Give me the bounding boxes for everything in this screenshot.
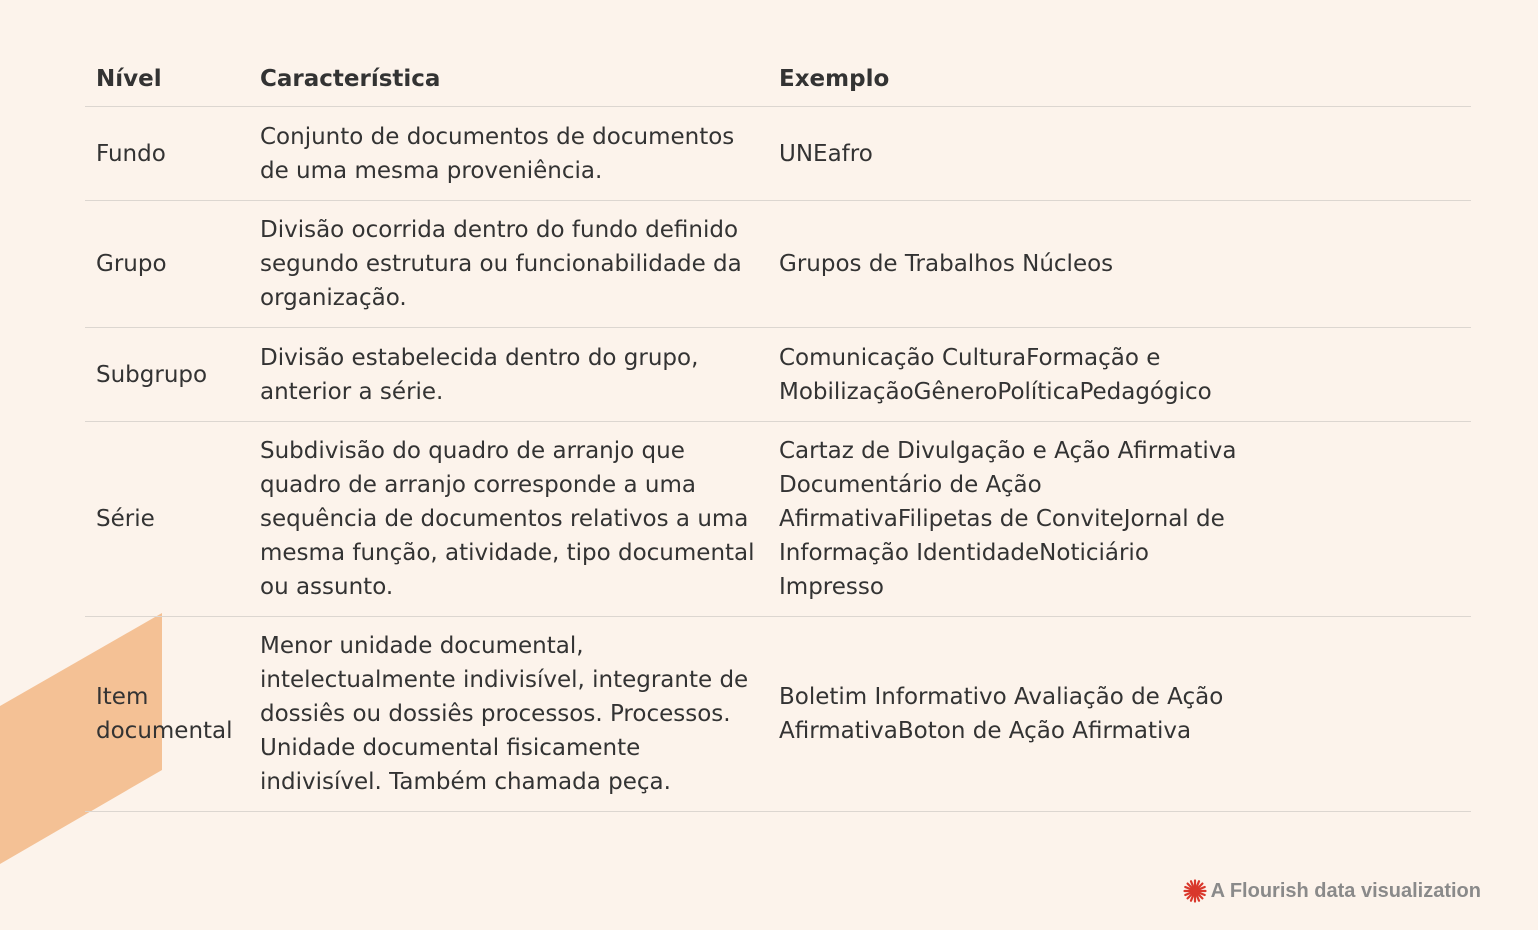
archive-levels-table [85,48,1471,812]
flourish-credit-link[interactable] [1183,879,1481,903]
table-row [85,201,1471,328]
cell-level: Item documental [96,684,233,744]
cell-example: Boletim Informativo Avaliação de Ação AfirmativaBoton de Ação Afirmativa [779,684,1224,744]
cell-example: UNEafro [779,140,873,167]
cell-example: Grupos de Trabalhos Núcleos [779,251,1114,277]
cell-level: Subgrupo [96,361,208,388]
table-row [85,617,1471,812]
cell-characteristic: Menor unidade documental, intelectualmente indivisível, integrante de dossiês ou dossiês processos. Processos. Unidade documental fisicamente indivisível. Também chamada peça. [260,633,749,795]
cell-characteristic: Conjunto de documentos de documentos de uma mesma proveniência. [260,123,735,184]
cell-example: Comunicação CulturaFormação e MobilizaçãoGêneroPolíticaPedagógico [779,344,1212,405]
cell-example: Cartaz de Divulgação e Ação Afirmativa Documentário de Ação AfirmativaFilipetas de ConviteJornal de Informação IdentidadeNoticiário Impresso [779,438,1237,600]
cell-characteristic: Subdivisão do quadro de arranjo que quadro de arranjo corresponde a uma sequência de documentos relativos a uma mesma função, atividade, tipo documental ou assunto. [260,438,755,600]
header-characteristic: Característica [260,66,441,92]
cell-characteristic: Divisão estabelecida dentro do grupo, anterior a série. [260,344,699,405]
cell-level: Fundo [96,140,166,167]
cell-characteristic: Divisão ocorrida dentro do fundo definido segundo estrutura ou funcionabilidade da organização. [260,217,742,311]
credit-text: A Flourish data visualization [1210,879,1481,902]
table-row [85,328,1471,422]
header-level: Nível [96,66,162,92]
cell-level: Grupo [96,251,167,277]
cell-level: Série [96,506,155,532]
header-example: Exemplo [779,66,890,92]
table-header-row [85,48,1471,107]
flourish-logo-icon [1183,879,1207,903]
table-row [85,107,1471,201]
table-row [85,422,1471,617]
